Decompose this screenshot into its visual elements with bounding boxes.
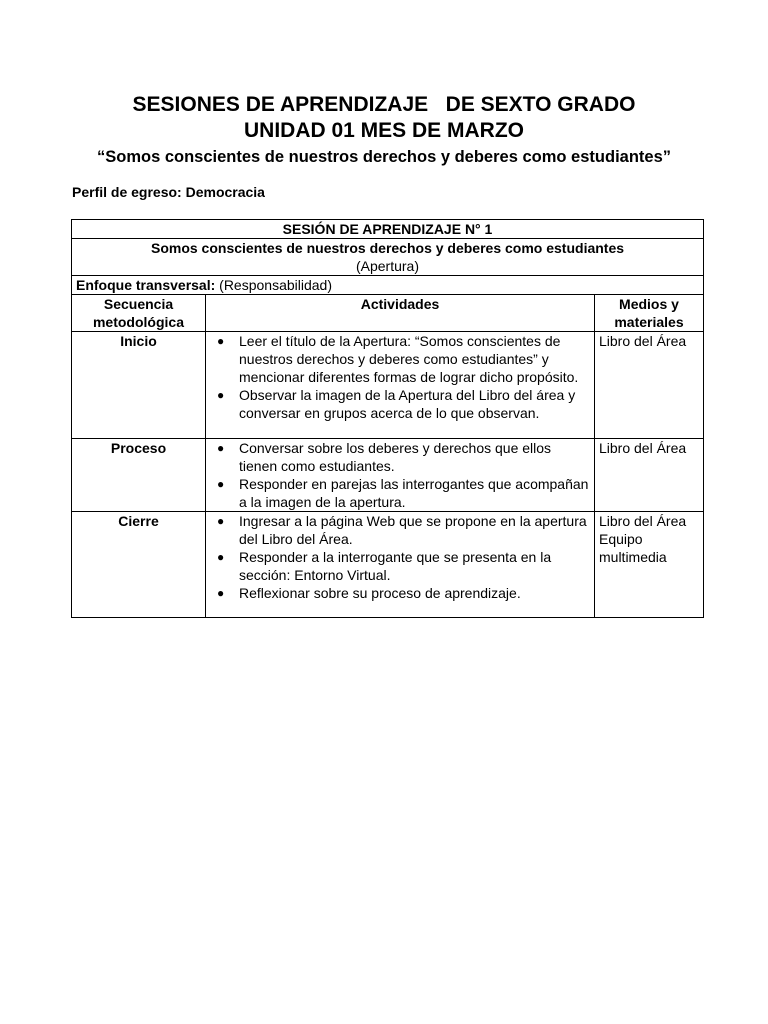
session-title-row	[72, 220, 704, 239]
list-item	[217, 332, 590, 386]
bullet-icon: ●	[217, 388, 225, 402]
document-title-line2: UNIDAD 01 MES DE MARZO	[243, 119, 525, 142]
stage-proceso: Proceso	[72, 439, 206, 512]
enfoque-label: Enfoque transversal:	[76, 277, 216, 293]
activities-cell	[206, 512, 595, 618]
list-item	[217, 439, 590, 475]
stage-inicio: Inicio	[72, 332, 206, 439]
materials-inicio: Libro del Área	[595, 332, 704, 439]
activities-cell	[206, 439, 595, 512]
activity-text: Conversar sobre los deberes y derechos que ellos tienen como estudiantes.	[239, 440, 552, 474]
activity-text: Observar la imagen de la Apertura del Libro del área y conversar en grupos acerca de lo que observan.	[239, 387, 576, 421]
bullet-icon: ●	[217, 550, 225, 564]
activity-text: Reflexionar sobre su proceso de aprendizaje.	[239, 585, 521, 601]
session-table	[71, 219, 704, 618]
bullet-icon: ●	[217, 441, 225, 455]
document-title-line1: SESIONES DE APRENDIZAJE DE SEXTO GRADO	[132, 93, 636, 116]
activities-cell	[206, 332, 595, 439]
col-actividades: Actividades	[206, 295, 595, 332]
session-phase: (Apertura)	[355, 258, 420, 274]
bullet-icon: ●	[217, 334, 225, 348]
materials-proceso: Libro del Área	[595, 439, 704, 512]
session-name-cell	[72, 239, 704, 276]
col-medios: Medios y materiales	[595, 295, 704, 332]
activity-text: Leer el título de la Apertura: “Somos conscientes de nuestros derechos y deberes como estudiantes” y mencionar diferentes formas de lograr dicho propósito.	[239, 333, 579, 385]
enfoque-value: (Responsabilidad)	[215, 277, 332, 293]
bullet-icon: ●	[217, 586, 225, 600]
activities-list	[210, 332, 590, 422]
materials-cierre: Libro del Área Equipo multimedia	[595, 512, 704, 618]
enfoque-cell	[72, 276, 704, 295]
list-item	[217, 584, 590, 602]
activity-text: Responder en parejas las interrogantes que acompañan a la imagen de la apertura.	[239, 476, 589, 510]
col-secuencia: Secuencia metodológica	[72, 295, 206, 332]
bullet-icon: ●	[217, 514, 225, 528]
activities-list	[210, 439, 590, 511]
table-row	[72, 512, 704, 618]
list-item	[217, 475, 590, 511]
session-name: Somos conscientes de nuestros derechos y deberes como estudiantes	[150, 240, 625, 256]
activities-list	[210, 512, 590, 602]
table-row	[72, 332, 704, 439]
session-name-row	[72, 239, 704, 276]
session-title: SESIÓN DE APRENDIZAJE N° 1	[72, 220, 704, 239]
list-item	[217, 548, 590, 584]
header-row	[72, 295, 704, 332]
bullet-icon: ●	[217, 477, 225, 491]
table-row	[72, 439, 704, 512]
activity-text: Ingresar a la página Web que se propone en la apertura del Libro del Área.	[239, 513, 587, 547]
document-subtitle: “Somos conscientes de nuestros derechos y deberes como estudiantes”	[96, 148, 672, 166]
perfil-egreso: Perfil de egreso: Democracia	[72, 184, 265, 200]
list-item	[217, 512, 590, 548]
activity-text: Responder a la interrogante que se presenta en la sección: Entorno Virtual.	[239, 549, 552, 583]
stage-cierre: Cierre	[72, 512, 206, 618]
enfoque-row	[72, 276, 704, 295]
list-item	[217, 386, 590, 422]
